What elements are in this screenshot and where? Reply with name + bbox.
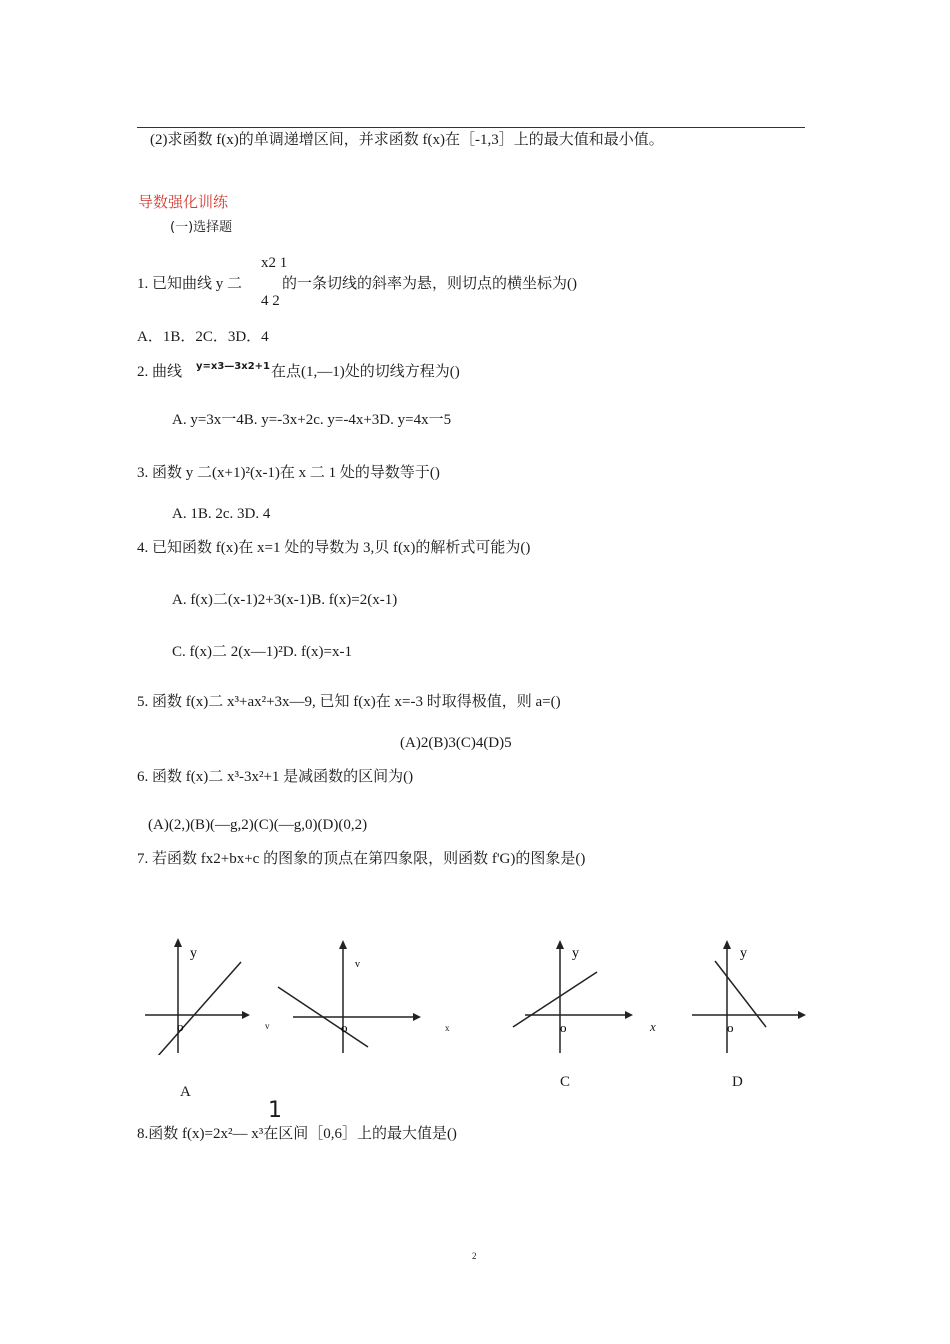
q1-options: A．1B．2C．3D．4 <box>137 329 269 345</box>
q4-option-ab: A. f(x)二(x-1)2+3(x-1)B. f(x)=2(x-1) <box>172 592 398 608</box>
q6-options: (A)(2,)(B)(—g,2)(C)(—g,0)(D)(0,2) <box>148 817 368 833</box>
q1-fraction-denominator: 4 2 <box>261 293 280 309</box>
graph-b-y-label: v <box>355 959 360 970</box>
graph-b[interactable] <box>275 935 425 1055</box>
q2-formula: y=x3—3x2+1 <box>196 361 271 372</box>
graph-d-label: D <box>732 1074 743 1090</box>
q4-text: 4. 已知函数 f(x)在 x=1 处的导数为 3,贝 f(x)的解析式可能为() <box>137 540 531 556</box>
q3-text: 3. 函数 y 二(x+1)²(x-1)在 x 二 1 处的导数等于() <box>137 465 440 481</box>
graph-d-y-label: y <box>740 946 747 961</box>
header-rule <box>137 127 805 128</box>
q8-numerator-one: 1 <box>268 1098 282 1123</box>
q1-fraction-numerator: x2 1 <box>261 255 288 271</box>
graph-a-label: A <box>180 1084 191 1100</box>
page-number: 2 <box>472 1251 477 1261</box>
graph-b-origin: o <box>341 1020 348 1035</box>
q8-text: 8.函数 f(x)=2x²— x³在区间［0,6］上的最大值是() <box>137 1126 457 1142</box>
graph-d-y-arrow <box>723 940 731 949</box>
graph-a-y-label: y <box>190 946 197 961</box>
graph-c[interactable] <box>505 935 635 1055</box>
graph-mark-1: v <box>265 1021 270 1031</box>
q6-text: 6. 函数 f(x)二 x³-3x²+1 是减函数的区间为() <box>137 769 414 785</box>
q2-options: A. y=3x一4B. y=-3x+2c. y=-4x+3D. y=4x一5 <box>172 412 452 428</box>
graph-d[interactable] <box>690 935 810 1055</box>
graph-a[interactable] <box>140 935 250 1055</box>
q5-options: (A)2(B)3(C)4(D)5 <box>400 735 512 751</box>
q2-prefix: 2. 曲线 <box>137 364 183 380</box>
q2-suffix: 在点(1,—1)处的切线方程为() <box>271 364 460 380</box>
graph-c-line <box>513 972 597 1027</box>
graph-a-y-arrow <box>174 938 182 947</box>
graph-mark-x: x <box>650 1019 656 1034</box>
section-title: 导数强化训练 <box>138 193 229 211</box>
graph-c-y-label: y <box>572 946 579 961</box>
q1-suffix: 的一条切线的斜率为悬，则切点的横坐标为() <box>282 276 577 292</box>
graph-d-x-arrow <box>798 1011 806 1019</box>
graph-b-x-arrow <box>413 1013 421 1021</box>
graph-a-x-arrow <box>242 1011 250 1019</box>
graph-b-y-arrow <box>339 940 347 949</box>
q7-text: 7. 若函数 fx2+bx+c 的图象的顶点在第四象限，则函数 f'G)的图象是() <box>137 851 586 867</box>
graph-c-y-arrow <box>556 940 564 949</box>
graph-c-origin: o <box>560 1020 567 1035</box>
q3-options: A. 1B. 2c. 3D. 4 <box>172 506 271 522</box>
graph-a-origin: o <box>177 1019 184 1034</box>
graph-d-origin: o <box>727 1020 734 1035</box>
q1-prefix: 1. 已知曲线 y 二 <box>137 276 243 292</box>
graph-mark-2: x <box>445 1023 450 1033</box>
graph-a-line <box>157 962 241 1055</box>
graph-c-label: C <box>560 1074 571 1090</box>
graph-d-line <box>715 961 766 1027</box>
graph-c-x-arrow <box>625 1011 633 1019</box>
q5-text: 5. 函数 f(x)二 x³+ax²+3x—9, 已知 f(x)在 x=-3 时取得极值，则 a=() <box>137 694 561 710</box>
subsection-title: (一)选择题 <box>170 220 233 235</box>
top-question: (2)求函数 f(x)的单调递增区间，并求函数 f(x)在［-1,3］上的最大值和最小值。 <box>150 132 664 148</box>
q4-option-cd: C. f(x)二 2(x—1)²D. f(x)=x-1 <box>172 644 353 660</box>
